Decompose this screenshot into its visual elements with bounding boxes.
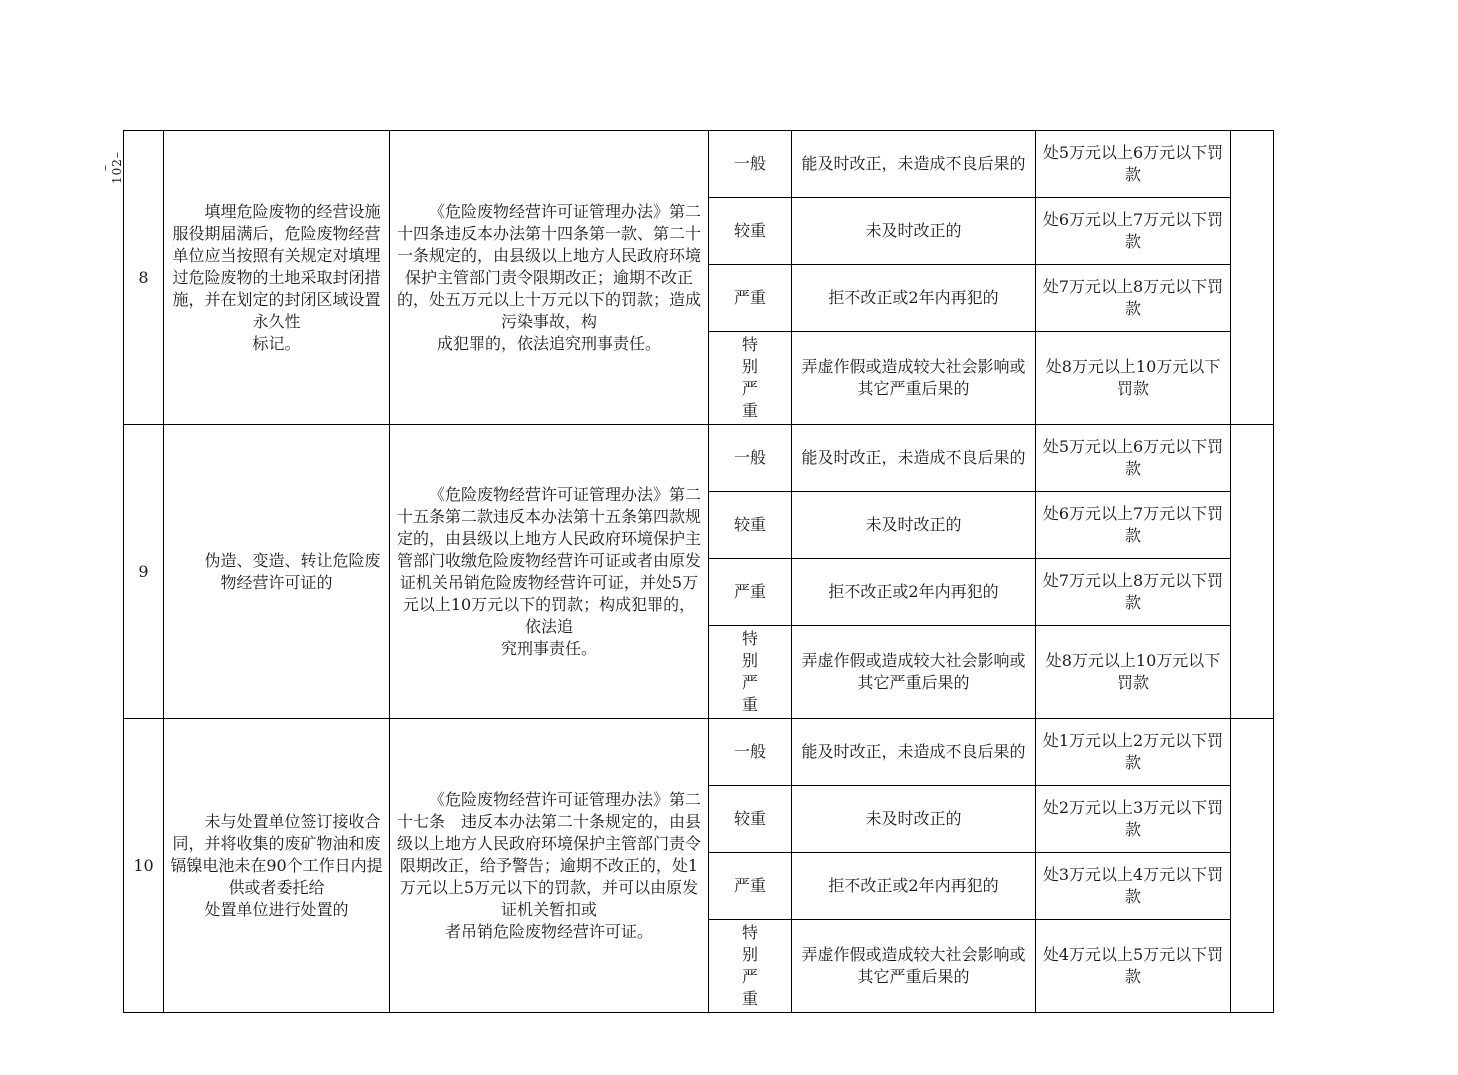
table-row <box>124 131 1274 198</box>
table-row <box>124 425 1274 492</box>
penalty-amount: 处7万元以上8万元以下罚款 <box>1036 265 1231 332</box>
severity-condition: 未及时改正的 <box>792 786 1036 853</box>
penalty-amount: 处5万元以上6万元以下罚款 <box>1036 131 1231 198</box>
page-number: –102– <box>98 151 124 185</box>
severity-level: 一般 <box>709 131 792 198</box>
violation-description: 伪造、变造、转让危险废物经营许可证的 <box>164 425 390 719</box>
penalty-amount: 处1万元以上2万元以下罚款 <box>1036 719 1231 786</box>
severity-condition: 未及时改正的 <box>792 198 1036 265</box>
severity-level: 较重 <box>709 492 792 559</box>
remarks-cell <box>1231 131 1274 425</box>
penalty-amount: 处3万元以上4万元以下罚款 <box>1036 853 1231 920</box>
severity-level: 严重 <box>709 853 792 920</box>
severity-condition: 未及时改正的 <box>792 492 1036 559</box>
severity-level: 较重 <box>709 786 792 853</box>
severity-level: 严重 <box>709 265 792 332</box>
penalty-amount: 处6万元以上7万元以下罚款 <box>1036 198 1231 265</box>
severity-level: 特别严重 <box>709 626 792 719</box>
penalty-amount: 处8万元以上10万元以下罚款 <box>1036 626 1231 719</box>
severity-level: 严重 <box>709 559 792 626</box>
penalty-amount: 处6万元以上7万元以下罚款 <box>1036 492 1231 559</box>
remarks-cell <box>1231 425 1274 719</box>
legal-basis: 《危险废物经营许可证管理办法》第二十五条第二款违反本办法第十五条第四款规定的，由县级以上地方人民政府环境保护主管部门收缴危险废物经营许可证或者由原发证机关吊销危险废物经营许可证，并处5万元以上10万元以下的罚款；构成犯罪的，依法追 究刑事责任。 <box>390 425 709 719</box>
severity-condition: 拒不改正或2年内再犯的 <box>792 265 1036 332</box>
severity-condition: 能及时改正，未造成不良后果的 <box>792 425 1036 492</box>
severity-condition: 能及时改正，未造成不良后果的 <box>792 131 1036 198</box>
penalty-amount: 处4万元以上5万元以下罚款 <box>1036 920 1231 1013</box>
item-number: 9 <box>124 425 164 719</box>
severity-level: 一般 <box>709 719 792 786</box>
penalty-amount: 处7万元以上8万元以下罚款 <box>1036 559 1231 626</box>
severity-condition: 弄虚作假或造成较大社会影响或其它严重后果的 <box>792 332 1036 425</box>
severity-condition: 弄虚作假或造成较大社会影响或其它严重后果的 <box>792 626 1036 719</box>
penalty-amount: 处2万元以上3万元以下罚款 <box>1036 786 1231 853</box>
legal-basis: 《危险废物经营许可证管理办法》第二十四条违反本办法第十四条第一款、第二十一条规定的，由县级以上地方人民政府环境保护主管部门责令限期改正；逾期不改正的，处五万元以上十万元以下的罚款；造成污染事故，构 成犯罪的，依法追究刑事责任。 <box>390 131 709 425</box>
item-number: 10 <box>124 719 164 1013</box>
severity-level: 较重 <box>709 198 792 265</box>
severity-condition: 拒不改正或2年内再犯的 <box>792 559 1036 626</box>
severity-condition: 弄虚作假或造成较大社会影响或其它严重后果的 <box>792 920 1036 1013</box>
remarks-cell <box>1231 719 1274 1013</box>
item-number: 8 <box>124 131 164 425</box>
violation-description: 填埋危险废物的经营设施服役期届满后，危险废物经营单位应当按照有关规定对填埋过危险废物的土地采取封闭措施，并在划定的封闭区域设置永久性 标记。 <box>164 131 390 425</box>
violation-description: 未与处置单位签订接收合同，并将收集的废矿物油和废镉镍电池未在90个工作日内提供或者委托给 处置单位进行处置的 <box>164 719 390 1013</box>
severity-level: 一般 <box>709 425 792 492</box>
severity-condition: 拒不改正或2年内再犯的 <box>792 853 1036 920</box>
legal-basis: 《危险废物经营许可证管理办法》第二十七条 违反本办法第二十条规定的，由县级以上地方人民政府环境保护主管部门责令限期改正，给予警告；逾期不改正的，处1万元以上5万元以下的罚款，并可以由原发证机关暂扣或 者吊销危险废物经营许可证。 <box>390 719 709 1013</box>
penalty-amount: 处5万元以上6万元以下罚款 <box>1036 425 1231 492</box>
severity-level: 特别严重 <box>709 920 792 1013</box>
table-row <box>124 719 1274 786</box>
penalty-amount: 处8万元以上10万元以下罚款 <box>1036 332 1231 425</box>
severity-condition: 能及时改正，未造成不良后果的 <box>792 719 1036 786</box>
penalty-standard-table <box>123 130 1274 1013</box>
severity-level: 特别严重 <box>709 332 792 425</box>
